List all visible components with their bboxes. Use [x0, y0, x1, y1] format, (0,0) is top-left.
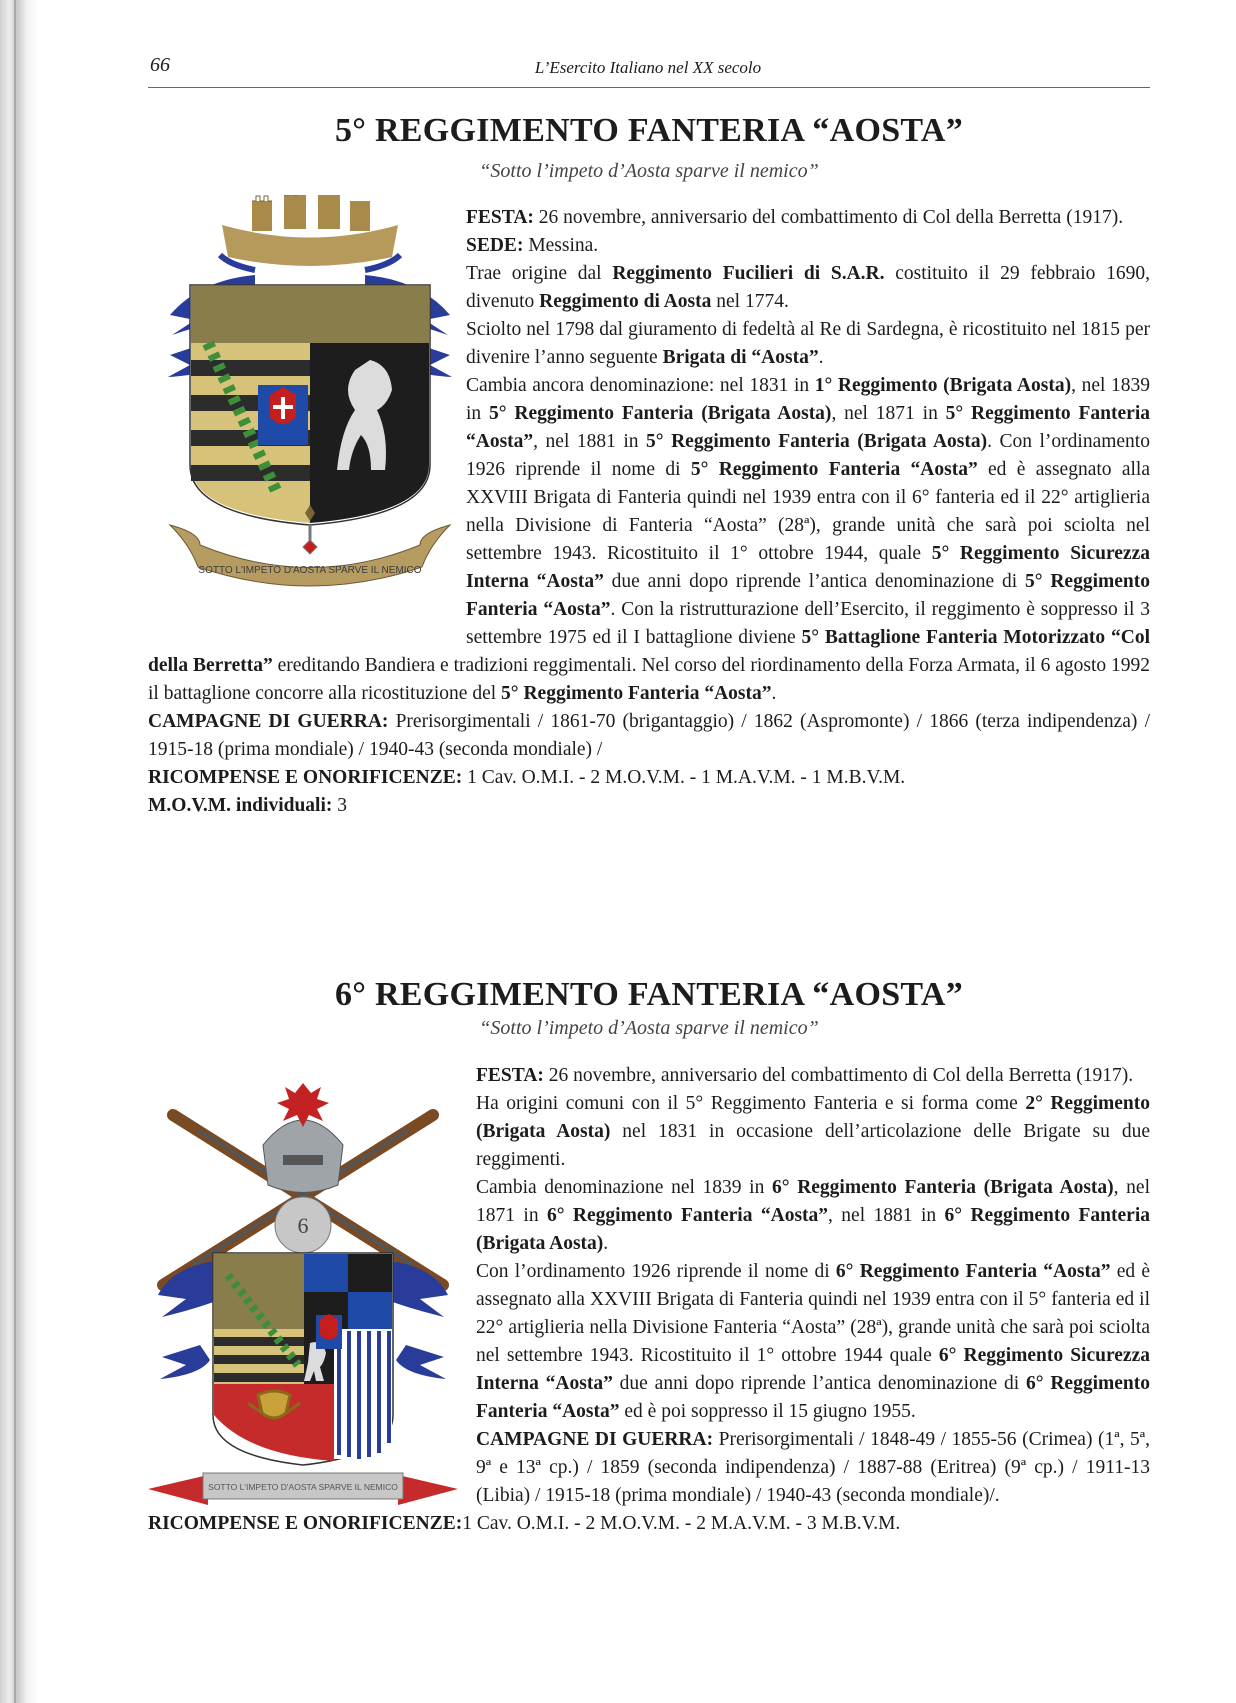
header-rule: [148, 87, 1150, 88]
text-run: Con l’ordinamento 1926 riprende il nome di: [476, 1261, 836, 1282]
text-run: . Con l’ordinamento 1926 riprende il nome di: [466, 431, 1150, 480]
paragraph: [148, 764, 1150, 792]
section-body-6-reggimento: [148, 1062, 1150, 1538]
text-run: Sciolto nel 1798 dal giuramento di fedeltà al Re di Sardegna, è ricostituito nel 1815 per divenire l’anno seguente: [466, 319, 1150, 368]
book-binding-edge: [0, 0, 38, 1703]
paragraph: [148, 1510, 1150, 1538]
text-run: Cambia ancora denominazione: nel 1831 in: [466, 375, 815, 396]
crest-ribbon-motto: SOTTO L'IMPETO D'AOSTA SPARVE IL NEMICO: [198, 565, 422, 576]
text-run: costituito il 29 febbraio 1690, divenuto: [466, 263, 1150, 312]
text-run: nel 1831 in occasione dell’articolazione delle Brigate su due reggimenti.: [476, 1121, 1150, 1170]
bold-text-run: 5° Reggimento Fanteria “Aosta”: [466, 403, 1150, 452]
bold-text-run: 6° Reggimento Fanteria “Aosta”: [476, 1373, 1150, 1422]
text-run: Ha origini comuni con il 5° Reggimento Fanteria e si forma come: [476, 1093, 1026, 1114]
section-title-6-reggimento: 6° REGGIMENTO FANTERIA “AOSTA”: [334, 976, 964, 1013]
text-run: Messina.: [523, 235, 599, 256]
text-run: 1 Cav. O.M.I. - 2 M.O.V.M. - 1 M.A.V.M. - 1 M.B.V.M.: [462, 767, 906, 788]
text-run: 3: [332, 795, 348, 816]
text-run: . Con la ristrutturazione dell’Esercito, il reggimento è soppresso il 3 settembre 1975 ed il I battaglione diviene: [466, 599, 1150, 648]
bold-text-run: 6° Reggimento Fanteria (Brigata Aosta): [772, 1177, 1114, 1198]
page-number: 66: [150, 54, 170, 76]
bold-text-run: FESTA:: [476, 1065, 544, 1086]
text-run: 1 Cav. O.M.I. - 2 M.O.V.M. - 2 M.A.V.M. - 3 M.B.V.M.: [462, 1513, 901, 1534]
crest-number: 6: [297, 1213, 309, 1238]
text-run: ed è poi soppresso il 15 giugno 1955.: [619, 1401, 916, 1422]
text-run: , nel 1871 in: [831, 403, 946, 424]
paragraph: [148, 792, 1150, 820]
text-run: 26 novembre, anniversario del combattimento di Col della Berretta (1917).: [543, 1065, 1134, 1086]
text-run: Prerisorgimentali / 1861-70 (brigantaggio) / 1862 (Aspromonte) / 1866 (terza indipendenza) / 1915-18 (prima mondiale) / 1940-43 (seconda mondiale) /: [148, 711, 1150, 760]
text-run: .: [818, 347, 824, 368]
text-run: due anni dopo riprende l’antica denominazione di: [612, 1373, 1026, 1394]
bold-text-run: 5° Reggimento Sicurezza Interna “Aosta”: [466, 543, 1150, 592]
bold-text-run: 6° Reggimento Fanteria “Aosta”: [835, 1261, 1111, 1282]
bold-text-run: 6° Reggimento Sicurezza Interna “Aosta”: [476, 1345, 1150, 1394]
running-title: L’Esercito Italiano nel XX secolo: [534, 58, 762, 77]
text-run: due anni dopo riprende l’antica denominazione di: [603, 571, 1025, 592]
text-run: nel 1774.: [711, 291, 789, 312]
text-run: , nel 1881 in: [533, 431, 647, 452]
bold-text-run: 6° Reggimento Fanteria “Aosta”: [546, 1205, 829, 1226]
bold-text-run: 2° Reggimento (Brigata Aosta): [476, 1093, 1150, 1142]
bold-text-run: 5° Reggimento Fanteria “Aosta”: [690, 459, 978, 480]
paragraph: [148, 708, 1150, 764]
bold-text-run: Brigata di “Aosta”: [662, 347, 819, 368]
bold-text-run: 5° Battaglione Fanteria Motorizzato “Col della Berretta”: [148, 627, 1150, 676]
text-run: ed è assegnato alla XXVIII Brigata di Fanteria quindi nel 1939 entra con il 5° fanteria ed il 22° artiglieria nella Divisione Fanteria “Aosta” (28ª), grande unità che sarà poi sciolta nel settembre 1943. Ricostituito il 1° ottobre 1944 quale: [476, 1261, 1151, 1366]
bold-text-run: 5° Reggimento Fanteria (Brigata Aosta): [646, 431, 988, 452]
text-run: Prerisorgimentali / 1848-49 / 1855-56 (Crimea) (1ª, 5ª, 9ª e 13ª cp.) / 1859 (seconda indipendenza) / 1887-88 (Eritrea) (9ª cp.) / 1911-13 (Libia) / 1915-18 (prima mondiale) / 1940-43 (seconda mondiale)/.: [476, 1429, 1150, 1506]
text-run: .: [771, 683, 777, 704]
crest-ribbon-motto: SOTTO L'IMPETO D'AOSTA SPARVE IL NEMICO: [208, 1482, 398, 1492]
text-run: , nel 1871 in: [476, 1177, 1150, 1226]
bold-text-run: 6° Reggimento Fanteria (Brigata Aosta): [476, 1205, 1150, 1254]
bold-text-run: CAMPAGNE DI GUERRA:: [476, 1429, 714, 1450]
bold-text-run: 1° Reggimento (Brigata Aosta): [814, 375, 1072, 396]
bold-text-run: Reggimento di Aosta: [539, 291, 712, 312]
bold-text-run: SEDE:: [466, 235, 524, 256]
bold-text-run: M.O.V.M. individuali:: [148, 795, 333, 816]
text-run: , nel 1881 in: [828, 1205, 945, 1226]
bold-text-run: RICOMPENSE E ONORIFICENZE:: [148, 767, 463, 788]
section-motto: “Sotto l’impeto d’Aosta sparve il nemico”: [479, 1017, 819, 1039]
bold-text-run: 5° Reggimento Fanteria “Aosta”: [501, 683, 772, 704]
text-run: Trae origine dal: [466, 263, 613, 284]
bold-text-run: 5° Reggimento Fanteria (Brigata Aosta): [489, 403, 832, 424]
text-run: .: [603, 1233, 609, 1254]
section-motto: “Sotto l’impeto d’Aosta sparve il nemico”: [479, 160, 819, 182]
bold-text-run: Reggimento Fucilieri di S.A.R.: [612, 263, 885, 284]
text-run: , nel 1839 in: [466, 375, 1150, 424]
bold-text-run: FESTA:: [466, 207, 534, 228]
bold-text-run: 5° Reggimento Fanteria “Aosta”: [466, 571, 1150, 620]
section-body-5-reggimento: [148, 204, 1150, 820]
bold-text-run: CAMPAGNE DI GUERRA:: [148, 711, 389, 732]
text-run: Cambia denominazione nel 1839 in: [476, 1177, 772, 1198]
bold-text-run: RICOMPENSE E ONORIFICENZE:: [148, 1513, 463, 1534]
section-title-5-reggimento: 5° REGGIMENTO FANTERIA “AOSTA”: [334, 112, 964, 149]
text-run: ereditando Bandiera e tradizioni reggimentali. Nel corso del riordinamento della Forza Armata, il 6 agosto 1992 il battaglione concorre alla ricostituzione del: [148, 655, 1150, 704]
text-run: ed è assegnato alla XXVIII Brigata di Fanteria quindi nel 1939 entra con il 6° fanteria ed il 22° artiglieria nella Divisione di Fanteria “Aosta” (28ª), grande unità che sarà poi sciolta nel settembre 1943. Ricostituito il 1° ottobre 1944, quale: [466, 459, 1150, 564]
text-run: 26 novembre, anniversario del combattimento di Col della Berretta (1917).: [533, 207, 1124, 228]
